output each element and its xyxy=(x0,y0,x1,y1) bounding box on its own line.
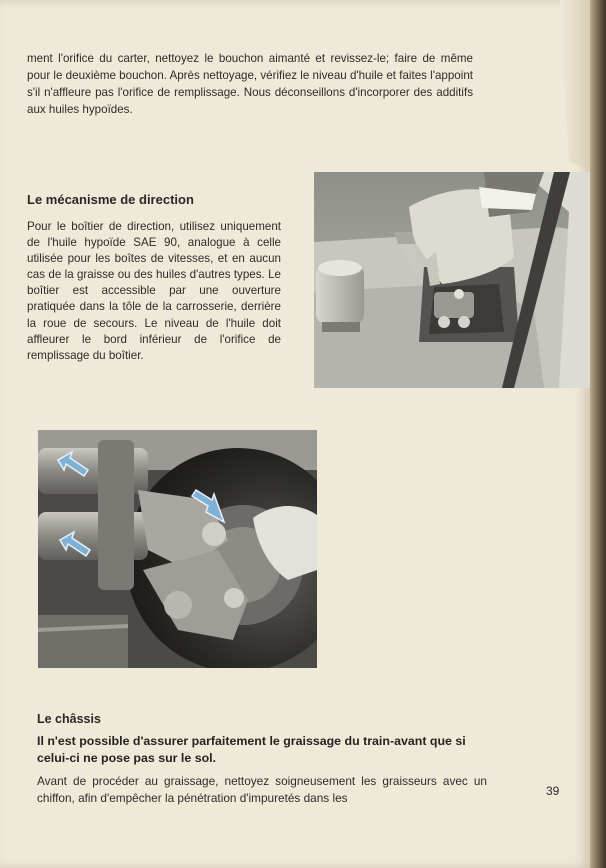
chassis-lead: Il n'est possible d'assurer parfaitement le graissage du train-avant que si celui-ci ne pose pas sur le sol. xyxy=(37,734,466,765)
page-number: 39 xyxy=(546,784,560,798)
steering-heading: Le mécanisme de direction xyxy=(27,192,194,207)
steering-paragraph: Pour le boîtier de direction, utilisez uniquement de l'huile hypoïde SAE 90, analogue à celle utilisée pour les boîtes de vitesses, et en aucun cas de la graisse ou des huiles d'autres types. Le boîtier est accessible par une ouverture pratiquée dans la tôle de la carrosserie, derrière la roue de secours. Le niveau de l'huile doit affleurer le bord inférieur de l'orifice de remplissage du boîtier. xyxy=(27,220,281,362)
front-axle-photo xyxy=(38,430,317,668)
torn-corner xyxy=(560,0,590,170)
intro-paragraph: ment l'orifice du carter, nettoyez le bouchon aimanté et revissez-le; faire de même pour le deuxième bouchon. Après nettoyage, vérifiez le niveau d'huile et faites l'appoint s'il n'affleure pas l'orifice de remplissage. Nous déconseillons d'incorporer des additifs aux huiles hypoïdes. xyxy=(27,52,473,116)
chassis-heading: Le châssis xyxy=(37,712,101,726)
steering-box-photo xyxy=(314,172,593,388)
chassis-paragraph: Avant de procéder au graissage, nettoyez soigneusement les graisseurs avec un chiffon, afin d'empêcher la pénétration d'impuretés dans les xyxy=(37,774,487,805)
page-edge xyxy=(590,0,606,868)
